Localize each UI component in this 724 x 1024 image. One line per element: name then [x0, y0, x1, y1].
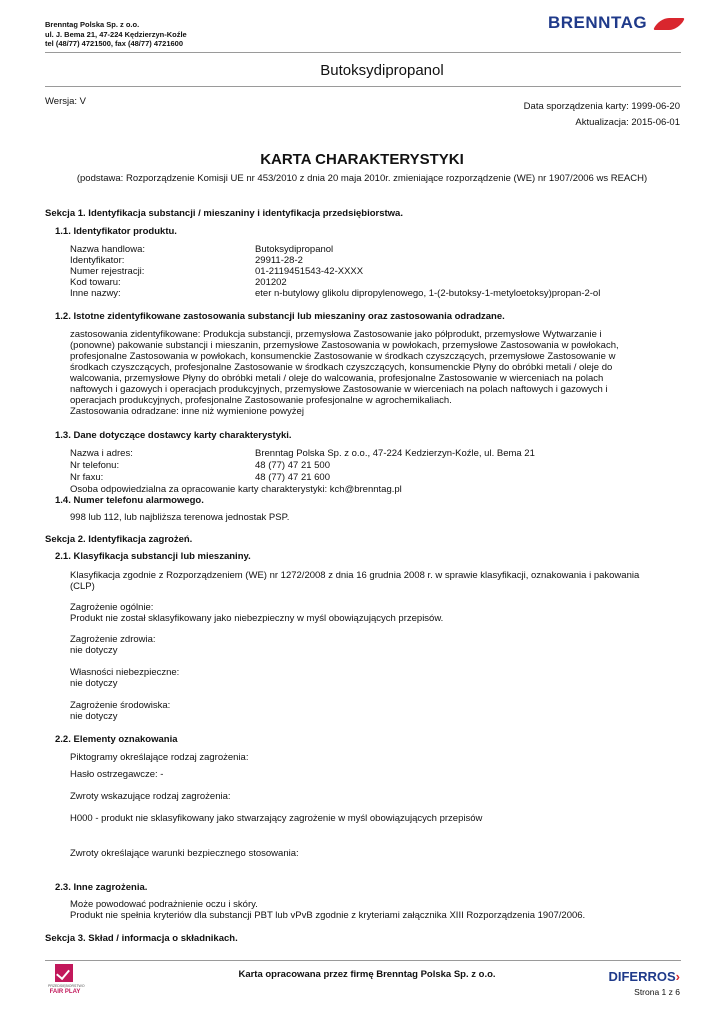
version-label: Wersja: V	[45, 96, 87, 107]
s22-heading: 2.2. Elementy oznakowania	[55, 734, 178, 745]
physical-hazard-value: nie dotyczy	[70, 678, 118, 689]
emergency-phone: 998 lub 112, lub najbliższa terenowa jednostak PSP.	[70, 512, 290, 523]
updated-date: Aktualizacja: 2015-06-01	[575, 117, 680, 128]
company-phone: tel (48/77) 4721500, fax (48/77) 4721600	[45, 39, 184, 48]
kv-value: 201202	[255, 277, 287, 288]
health-hazard-value: nie dotyczy	[70, 645, 118, 656]
page-number: Strona 1 z 6	[634, 987, 680, 997]
diferros-logo-text: DIFERROS	[608, 969, 676, 984]
s12-line: (ponowne) pakowanie substancji i mieszanin, przemysłowe Zastosowania w powłokach, przemysłowe Zastosowania w powłokach,	[70, 340, 619, 351]
brenntag-logo-text: BRENNTAG	[548, 13, 648, 32]
kv-value: 29911-28-2	[255, 255, 303, 266]
kv-value: 48 (77) 47 21 500	[255, 460, 331, 471]
diferros-logo	[608, 970, 680, 984]
chevron-right-icon: ›	[675, 969, 680, 984]
pictograms-label: Piktogramy określające rodzaj zagrożenia:	[70, 752, 249, 763]
signal-word: Hasło ostrzegawcze: -	[70, 769, 164, 780]
s12-line: profesjonalne Zastosowania w powłokach, konsumenckie Zastosowanie w środkach czyszczących, przemysłowe Zastosowanie w	[70, 351, 616, 362]
company-name: Brenntag Polska Sp. z o.o.	[45, 20, 140, 29]
section1-heading: Sekcja 1. Identyfikacja substancji / mieszaniny i identyfikacja przedsiębiorstwa.	[45, 208, 403, 219]
s12-line: zastosowania zidentyfikowane: Produkcja substancji, przemysłowa Zastosowanie jako półprodukt, przemysłowe Wytwarzanie i	[70, 329, 602, 340]
fair-play-label: FAIR PLAY	[49, 989, 81, 995]
fair-play-small-label: PRZEDSIĘBIORSTWO	[48, 984, 85, 988]
env-hazard-value: nie dotyczy	[70, 711, 118, 722]
s14-heading: 1.4. Numer telefonu alarmowego.	[55, 495, 204, 506]
footer-prepared-by: Karta opracowana przez firmę Brenntag Polska Sp. z o.o.	[238, 969, 496, 980]
contact-email: Osoba odpowiedzialna za opracowanie karty charakterystyki: kch@brenntag.pl	[70, 484, 402, 495]
s23-heading: 2.3. Inne zagrożenia.	[55, 882, 148, 893]
section2-heading: Sekcja 2. Identyfikacja zagrożeń.	[45, 534, 193, 545]
kv-value: eter n-butylowy glikolu dipropylenowego, 1-(2-butoksy-1-metyloetoksy)propan-2-ol	[255, 288, 601, 299]
env-hazard-label: Zagrożenie środowiska:	[70, 700, 171, 711]
kv-key: Nr telefonu:	[70, 460, 120, 471]
classification-line: (CLP)	[70, 581, 95, 592]
s12-heading: 1.2. Istotne zidentyfikowane zastosowania substancji lub mieszaniny oraz zastosowania odradzane.	[55, 311, 505, 322]
kv-key: Identyfikator:	[70, 255, 125, 266]
health-hazard-label: Zagrożenie zdrowia:	[70, 634, 156, 645]
kv-key: Nr faxu:	[70, 472, 104, 483]
s21-heading: 2.1. Klasyfikacja substancji lub mieszaniny.	[55, 551, 251, 562]
s12-line: środkach czyszczących, profesjonalne Zastosowanie w środkach czyszczących, konsumenckie Płyny do obróbki metali / oleje do	[70, 362, 613, 373]
other-hazard-line: Może powodować podrażnienie oczu i skóry.	[70, 899, 258, 910]
s12-line: walcowania, przemysłowe Płyny do obróbki metali / oleje do walcowania, profesjonalne Zastosowanie w wierceniach na polach	[70, 373, 604, 384]
brenntag-swoosh-icon	[653, 18, 685, 30]
kv-value: Brenntag Polska Sp. z o.o., 47-224 Kedzierzyn-Koźle, ul. Bema 21	[255, 448, 535, 459]
s12-line: naftowych i gazowych i operacjach produkcyjnych, przemysłowe Zastosowanie w wierceniach na polach naftowych i gazowych i	[70, 384, 608, 395]
product-divider	[45, 86, 681, 87]
general-hazard-label: Zagrożenie ogólnie:	[70, 602, 154, 613]
kv-key: Inne nazwy:	[70, 288, 121, 299]
s12-line: operacjach produkcyjnych, profesjonalne Zastosowanie profesjonalne w agrochemikaliach.	[70, 395, 452, 406]
s13-heading: 1.3. Dane dotyczące dostawcy karty charakterystyki.	[55, 430, 292, 441]
kv-value: 01-2119451543-42-XXXX	[255, 266, 364, 277]
s11-heading: 1.1. Identyfikator produktu.	[55, 226, 177, 237]
section3-heading: Sekcja 3. Skład / informacja o składnikach.	[45, 933, 238, 944]
other-hazard-line: Produkt nie spełnia kryteriów dla substancji PBT lub vPvB zgodnie z kryteriami załącznika XIII Rozporządzenia 1907/2006.	[70, 910, 586, 921]
physical-hazard-label: Własności niebezpieczne:	[70, 667, 180, 678]
created-date: Data sporządzenia karty: 1999-06-20	[523, 101, 680, 112]
legal-basis: (podstawa: Rozporządzenie Komisji UE nr 453/2010 z dnia 20 maja 2010r. zmieniające rozporządzenie (WE) nr 1907/2006 ws REACH)	[76, 173, 648, 184]
dates-block	[524, 99, 680, 131]
hazard-phrases-label: Zwroty wskazujące rodzaj zagrożenia:	[70, 791, 231, 802]
general-hazard-value: Produkt nie został sklasyfikowany jako niebezpieczny w myśl obowiązujących przepisów.	[70, 613, 444, 624]
kv-value: Butoksydipropanol	[255, 244, 334, 255]
kv-key: Nazwa handlowa:	[70, 244, 145, 255]
company-header	[45, 20, 187, 49]
precautionary-label: Zwroty określające warunki bezpiecznego stosowania:	[70, 848, 299, 859]
product-name: Butoksydipropanol	[320, 62, 444, 79]
kv-key: Kod towaru:	[70, 277, 121, 288]
brenntag-logo	[548, 13, 680, 38]
document-title: KARTA CHARAKTERYSTYKI	[260, 151, 464, 168]
footer-divider	[45, 960, 681, 961]
s12-line: Zastosowania odradzane: inne niż wymienione powyżej	[70, 406, 304, 417]
kv-key: Numer rejestracji:	[70, 266, 145, 277]
kv-key: Nazwa i adres:	[70, 448, 133, 459]
kv-value: 48 (77) 47 21 600	[255, 472, 331, 483]
company-address: ul. J. Bema 21, 47-224 Kędzierzyn-Koźle	[45, 29, 187, 39]
header-divider	[45, 52, 681, 53]
classification-line: Klasyfikacja zgodnie z Rozporządzeniem (WE) nr 1272/2008 z dnia 16 grudnia 2008 r. w sprawie klasyfikacji, oznakowania i pakowania	[70, 570, 640, 581]
h000-statement: H000 - produkt nie sklasyfikowany jako stwarzający zagrożenie w myśl obowiązujących przepisów	[70, 813, 483, 824]
